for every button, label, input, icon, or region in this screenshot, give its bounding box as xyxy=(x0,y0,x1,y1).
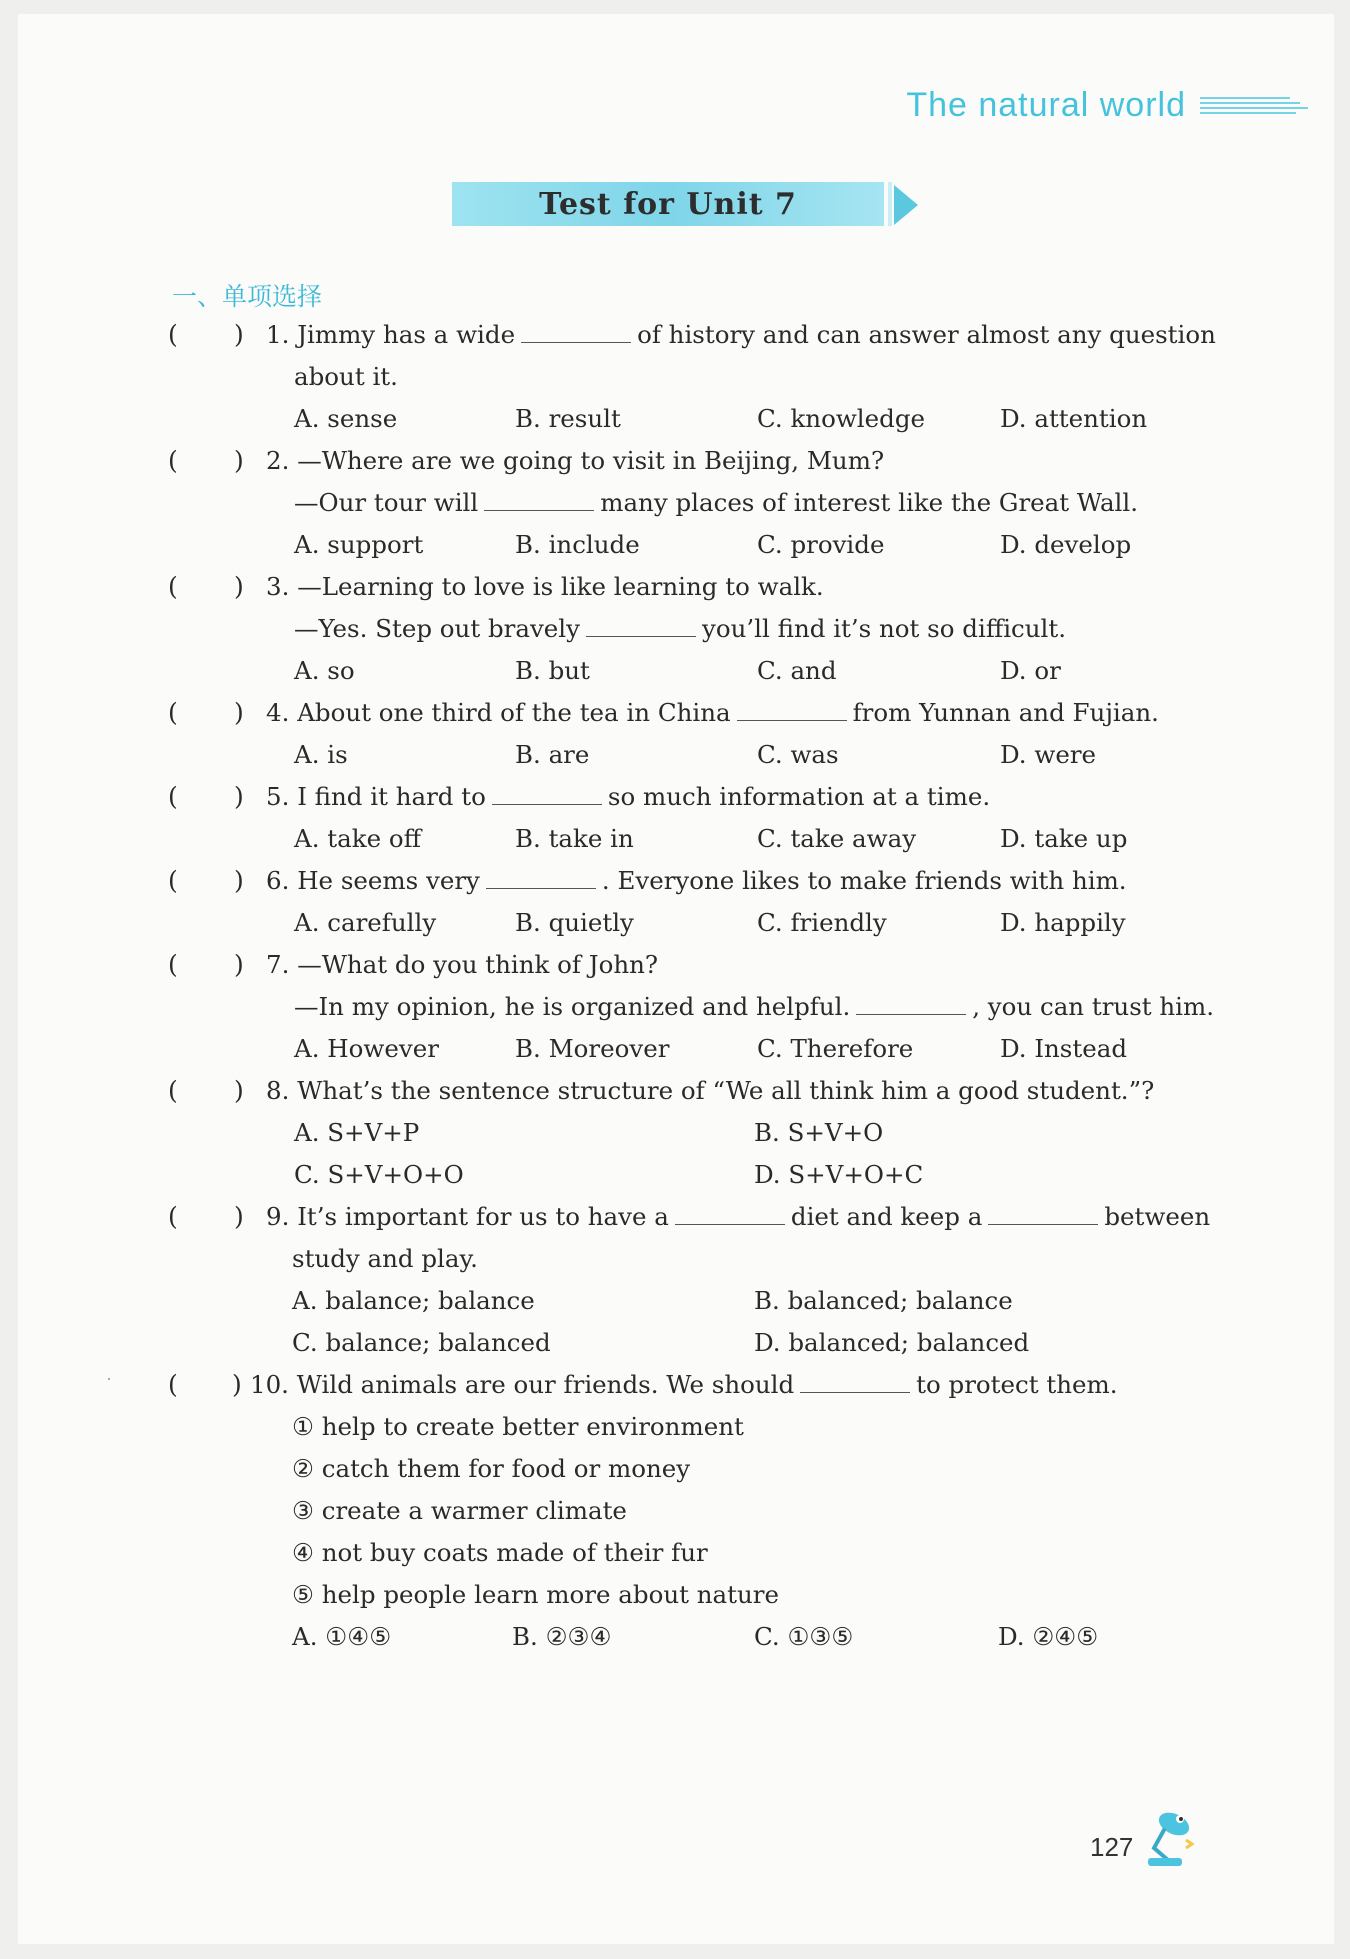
option: D. take up xyxy=(1000,824,1128,853)
desk-lamp-mascot-icon xyxy=(1138,1810,1200,1870)
speck xyxy=(108,1378,110,1380)
unit-title: The natural world xyxy=(906,86,1186,124)
question-6: 6. He seems very . Everyone likes to make friends with him. xyxy=(266,866,1127,895)
answer-bracket-close: ) xyxy=(234,782,244,811)
option: A. take off xyxy=(294,824,422,853)
question-9: 9. It’s important for us to have a diet and keep a between xyxy=(266,1202,1211,1231)
answer-blank xyxy=(856,992,966,1015)
option: A. sense xyxy=(294,404,398,433)
answer-bracket-6[interactable]: ( xyxy=(168,866,178,895)
option: C. knowledge xyxy=(757,404,925,433)
question-3-cont: —Yes. Step out bravely you’ll find it’s not so difficult. xyxy=(294,614,1067,643)
answer-blank xyxy=(484,488,594,511)
option: A. carefully xyxy=(294,908,437,937)
option: B. but xyxy=(515,656,590,685)
option: D. S+V+O+C xyxy=(754,1160,924,1189)
answer-bracket-4[interactable]: ( xyxy=(168,698,178,727)
answer-bracket-1[interactable]: ( xyxy=(168,320,178,349)
option: B. balanced; balance xyxy=(754,1286,1013,1315)
answer-bracket-close: ) xyxy=(234,446,244,475)
option: D. attention xyxy=(1000,404,1148,433)
option: B. quietly xyxy=(515,908,634,937)
option: A. S+V+P xyxy=(294,1118,420,1147)
question-2-cont: —Our tour will many places of interest like the Great Wall. xyxy=(294,488,1139,517)
option: C. was xyxy=(757,740,839,769)
option: D. were xyxy=(1000,740,1097,769)
list-item: ① help to create better environment xyxy=(292,1412,744,1441)
test-title: Test for Unit 7 xyxy=(539,186,797,222)
answer-bracket-close: ) xyxy=(234,572,244,601)
option: B. include xyxy=(515,530,640,559)
answer-bracket-5[interactable]: ( xyxy=(168,782,178,811)
option: A. so xyxy=(294,656,355,685)
question-1-cont: about it. xyxy=(294,362,398,391)
option: C. provide xyxy=(757,530,885,559)
option: B. Moreover xyxy=(515,1034,670,1063)
answer-bracket-close: ) xyxy=(234,320,244,349)
answer-bracket-10[interactable]: ( xyxy=(168,1370,178,1399)
header-stripes-decoration xyxy=(1200,95,1310,117)
option: D. ②④⑤ xyxy=(998,1622,1099,1651)
option: B. S+V+O xyxy=(754,1118,884,1147)
option: C. friendly xyxy=(757,908,887,937)
option: D. or xyxy=(1000,656,1061,685)
answer-blank xyxy=(675,1202,785,1225)
answer-bracket-8[interactable]: ( xyxy=(168,1076,178,1105)
question-7: 7. —What do you think of John? xyxy=(266,950,659,979)
answer-bracket-close: ) xyxy=(234,1202,244,1231)
question-9-cont: study and play. xyxy=(292,1244,478,1273)
option: B. are xyxy=(515,740,590,769)
page-number: 127 xyxy=(1090,1832,1134,1862)
option: C. S+V+O+O xyxy=(294,1160,464,1189)
answer-blank xyxy=(737,698,847,721)
answer-bracket-close: ) xyxy=(234,698,244,727)
answer-bracket-2[interactable]: ( xyxy=(168,446,178,475)
option: A. is xyxy=(294,740,348,769)
list-item: ⑤ help people learn more about nature xyxy=(292,1580,779,1609)
question-3: 3. —Learning to love is like learning to walk. xyxy=(266,572,824,601)
option: D. happily xyxy=(1000,908,1126,937)
answer-bracket-close: ) xyxy=(234,866,244,895)
question-2: 2. —Where are we going to visit in Beijing, Mum? xyxy=(266,446,885,475)
answer-bracket-7[interactable]: ( xyxy=(168,950,178,979)
section-title: 一、单项选择 xyxy=(172,282,323,311)
list-item: ④ not buy coats made of their fur xyxy=(292,1538,708,1567)
option: B. take in xyxy=(515,824,634,853)
answer-blank xyxy=(486,866,596,889)
option: D. develop xyxy=(1000,530,1132,559)
option: D. balanced; balanced xyxy=(754,1328,1030,1357)
option: B. ②③④ xyxy=(512,1622,612,1651)
question-5: 5. I find it hard to so much information at a time. xyxy=(266,782,991,811)
answer-bracket-close: ) xyxy=(232,1370,242,1399)
list-item: ② catch them for food or money xyxy=(292,1454,691,1483)
running-header xyxy=(906,86,1310,125)
option: C. balance; balanced xyxy=(292,1328,551,1357)
question-10: 10. Wild animals are our friends. We should to protect them. xyxy=(250,1370,1118,1399)
option: D. Instead xyxy=(1000,1034,1128,1063)
question-1: 1. Jimmy has a wide of history and can answer almost any question xyxy=(266,320,1216,349)
banner-arrow-icon xyxy=(894,185,918,225)
question-8: 8. What’s the sentence structure of “We all think him a good student.”? xyxy=(266,1076,1155,1105)
option: C. take away xyxy=(757,824,917,853)
question-7-cont: —In my opinion, he is organized and helpful. , you can trust him. xyxy=(294,992,1215,1021)
option: A. support xyxy=(294,530,424,559)
list-item: ③ create a warmer climate xyxy=(292,1496,627,1525)
option: C. Therefore xyxy=(757,1034,914,1063)
answer-bracket-close: ) xyxy=(234,950,244,979)
answer-blank xyxy=(492,782,602,805)
answer-bracket-3[interactable]: ( xyxy=(168,572,178,601)
answer-blank xyxy=(521,320,631,343)
option: A. balance; balance xyxy=(292,1286,535,1315)
answer-blank xyxy=(988,1202,1098,1225)
option: C. ①③⑤ xyxy=(754,1622,854,1651)
option: A. However xyxy=(294,1034,439,1063)
test-title-banner xyxy=(452,182,884,226)
option: C. and xyxy=(757,656,837,685)
answer-blank xyxy=(800,1370,910,1393)
answer-bracket-close: ) xyxy=(234,1076,244,1105)
answer-bracket-9[interactable]: ( xyxy=(168,1202,178,1231)
banner-edge xyxy=(888,182,892,226)
option: B. result xyxy=(515,404,621,433)
question-4: 4. About one third of the tea in China from Yunnan and Fujian. xyxy=(266,698,1159,727)
answer-blank xyxy=(586,614,696,637)
option: A. ①④⑤ xyxy=(292,1622,392,1651)
